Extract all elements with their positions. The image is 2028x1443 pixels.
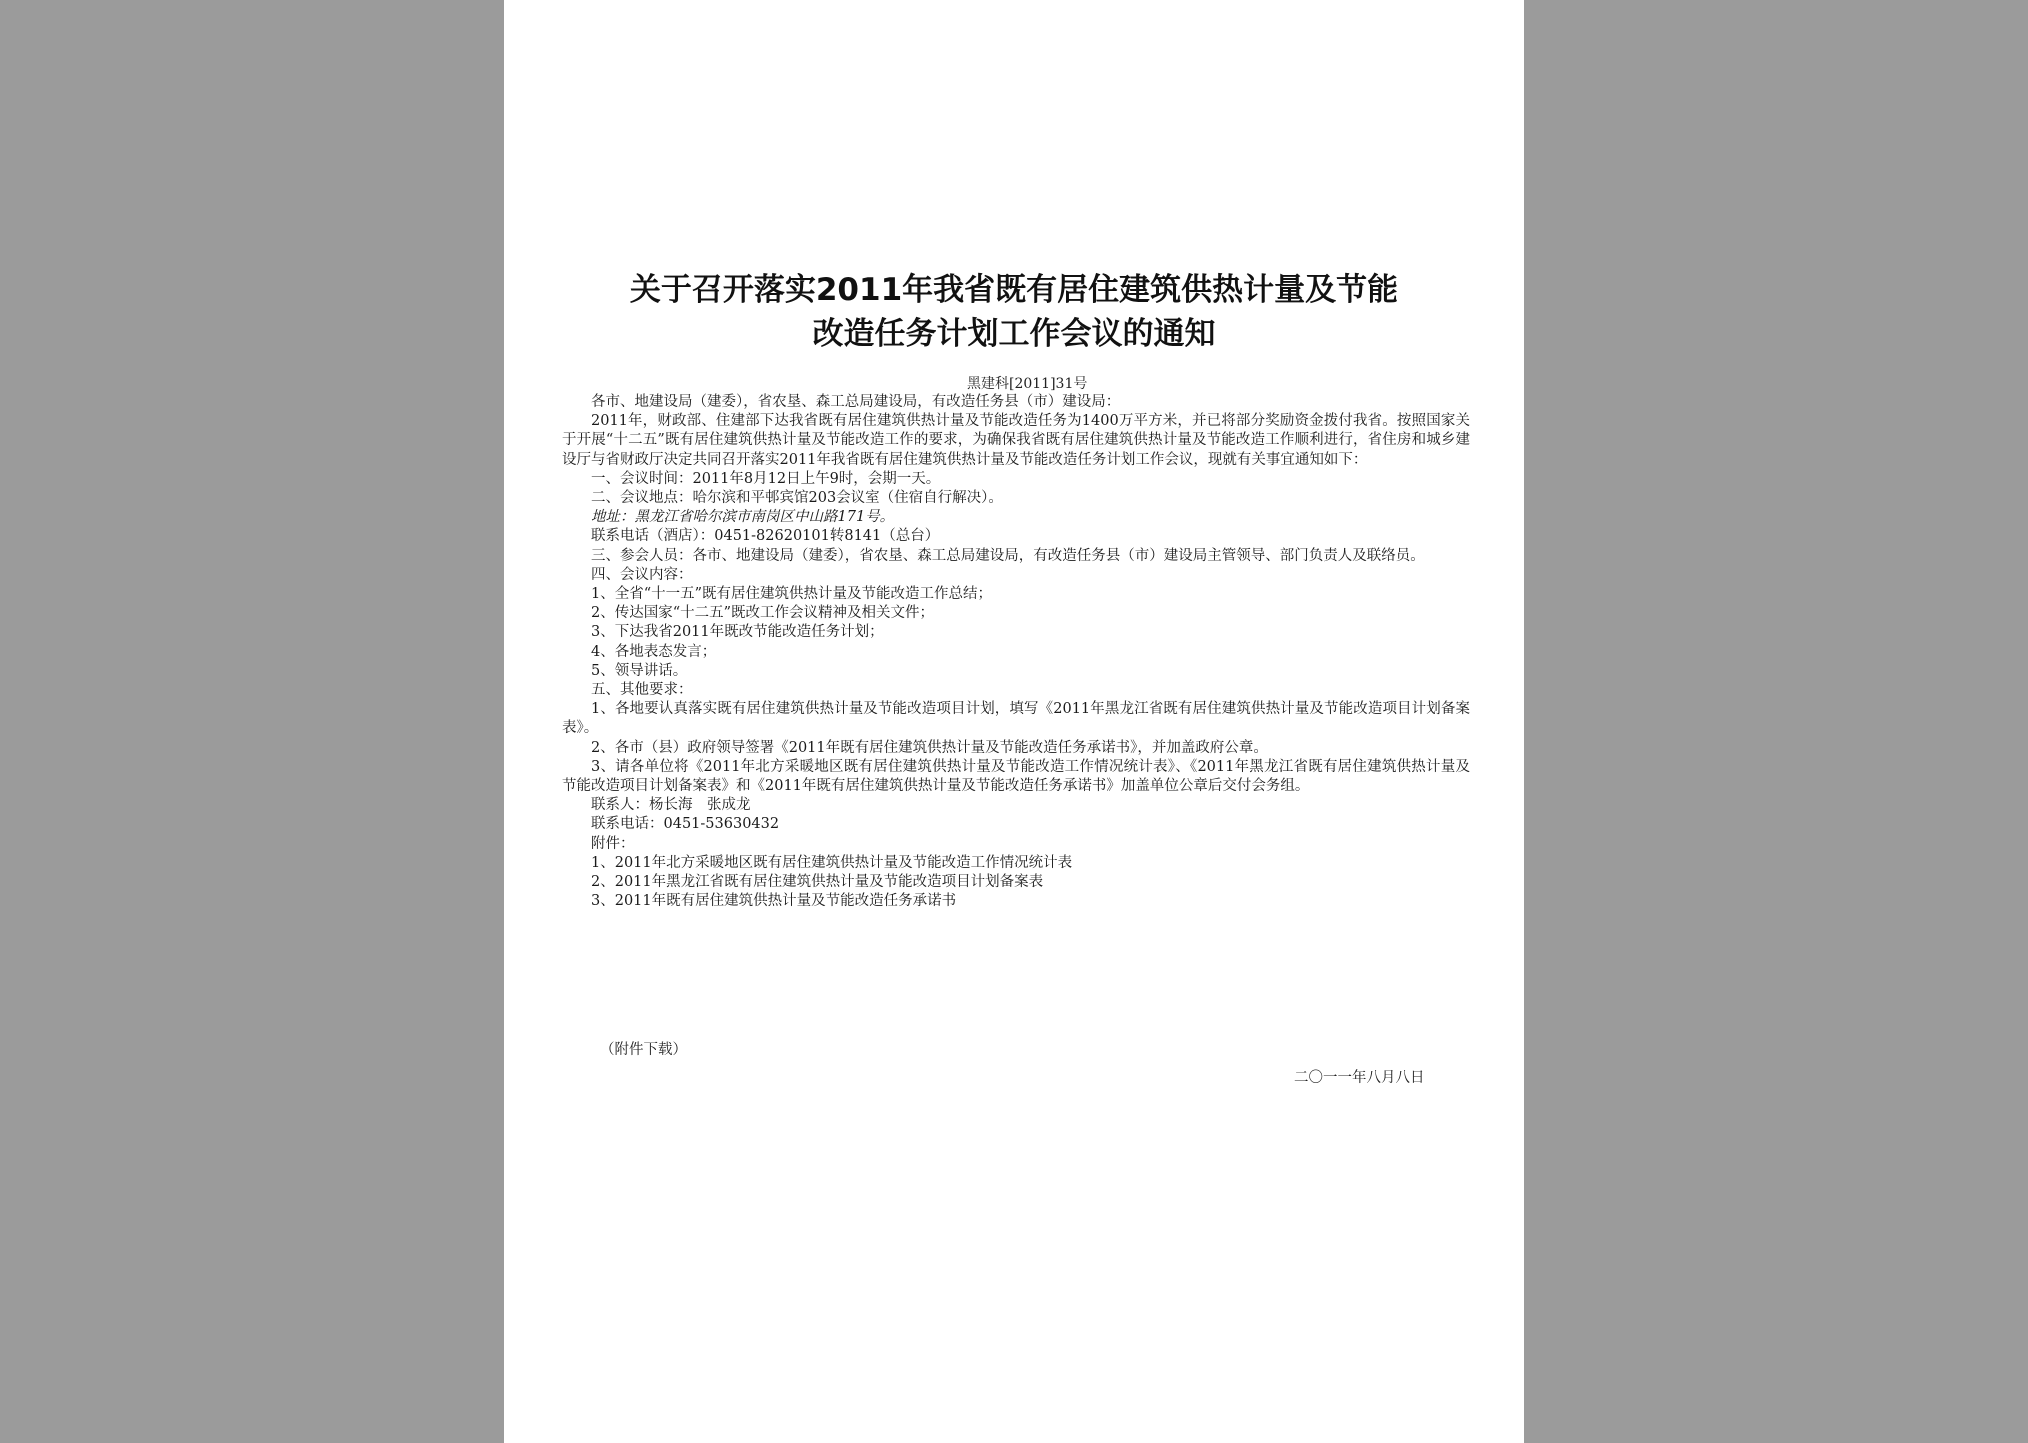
requirement-3: 3、请各单位将《2011年北方采暖地区既有居住建筑供热计量及节能改造工作情况统计表》、《2011年黑龙江省既有居住建筑供热计量及节能改造项目计划备案表》和《2011年既有居住建筑供热计量及节能改造任务承诺书》加盖单位公章后交付会务组。 [562,758,1470,795]
agenda-item-5: 5、领导讲话。 [591,662,688,679]
document-number: 黑建科[2011]31号 [967,376,1088,392]
agenda-item-4: 4、各地表态发言； [591,643,717,660]
document-title [544,268,1484,356]
title-line-2: 改造任务计划工作会议的通知 [812,316,1216,352]
agenda-item-2: 2、传达国家“十二五”既改工作会议精神及相关文件； [591,605,935,622]
contact-phone: 联系电话：0451-53630432 [591,816,780,833]
attachments-heading: 附件： [591,835,635,852]
attachment-1: 1、2011年北方采暖地区既有居住建筑供热计量及节能改造工作情况统计表 [591,854,1073,871]
agenda-heading: 四、会议内容： [591,566,693,583]
hotel-phone: 联系电话（酒店）：0451-82620101转8141（总台） [591,528,940,545]
contact-persons: 联系人：杨长海 张成龙 [591,797,751,814]
requirements-heading: 五、其他要求： [591,682,693,699]
meeting-location: 二、会议地点：哈尔滨和平邨宾馆203会议室（住宿自行解决）。 [591,490,1003,507]
salutation: 各市、地建设局（建委），省农垦、森工总局建设局，有改造任务县（市）建设局： [591,394,1121,410]
document-page [504,0,1524,1443]
requirement-2: 2、各市（县）政府领导签署《2011年既有居住建筑供热计量及节能改造任务承诺书》，并加盖政府公章。 [591,739,1268,756]
title-line-1: 关于召开落实2011年我省既有居住建筑供热计量及节能 [629,272,1399,308]
attachment-download-link[interactable]: （附件下载） [600,1042,687,1058]
attachment-2: 2、2011年黑龙江省既有居住建筑供热计量及节能改造项目计划备案表 [591,874,1044,891]
document-body [562,393,1470,911]
requirement-1: 1、各地要认真落实既有居住建筑供热计量及节能改造项目计划，填写《2011年黑龙江省既有居住建筑供热计量及节能改造项目计划备案表》。 [562,701,1470,737]
attendees: 三、参会人员：各市、地建设局（建委），省农垦、森工总局建设局，有改造任务县（市）建设局主管领导、部门负责人及联络员。 [591,547,1425,564]
meeting-address: 地址：黑龙江省哈尔滨市南岗区中山路171号。 [591,509,895,526]
meeting-time: 一、会议时间：2011年8月12日上午9时，会期一天。 [591,470,941,487]
agenda-item-1: 1、全省“十一五”既有居住建筑供热计量及节能改造工作总结； [591,586,993,603]
intro-paragraph: 2011年，财政部、住建部下达我省既有居住建筑供热计量及节能改造任务为1400万平方米，并已将部分奖励资金拨付我省。按照国家关于开展“十二五”既有居住建筑供热计量及节能改造工作的要求，为确保我省既有居住建筑供热计量及节能改造工作顺利进行，省住房和城乡建设厅与省财政厅决定共同召开落实2011年我省既有居住建筑供热计量及节能改造任务计划工作会议，现就有关事宜通知如下： [562,413,1470,468]
attachment-3: 3、2011年既有居住建筑供热计量及节能改造任务承诺书 [591,893,957,910]
agenda-item-3: 3、下达我省2011年既改节能改造任务计划； [591,624,884,641]
document-date: 二〇一一年八月八日 [1294,1070,1425,1086]
